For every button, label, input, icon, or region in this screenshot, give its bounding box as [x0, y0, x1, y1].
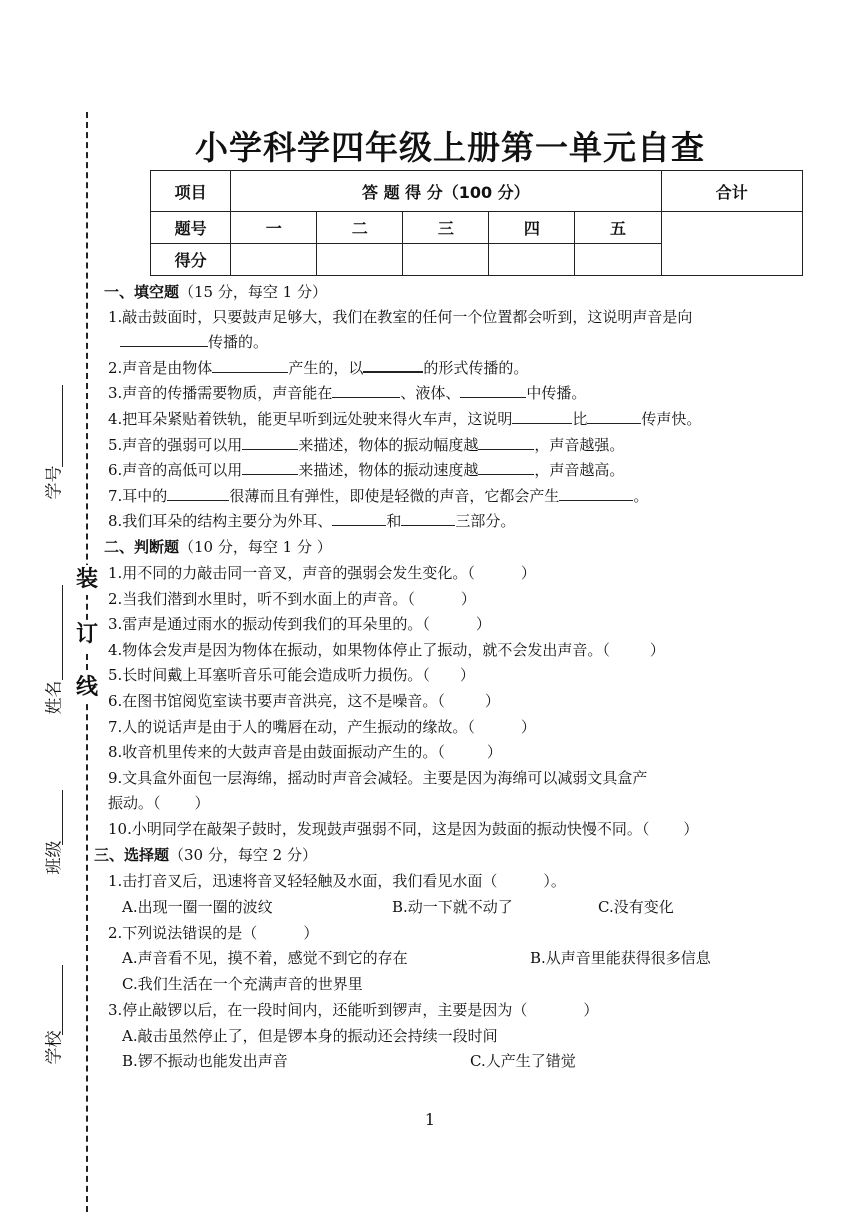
section-2-meta: （10 分，每空 1 分 ） [179, 538, 332, 556]
answer-blank[interactable] [478, 460, 534, 475]
s1-q4-text-a: 4.把耳朵紧贴着铁轨，能更早听到远处驶来得火车声，这说明 [108, 410, 513, 428]
s2-q2 [108, 588, 476, 610]
s1-q8 [108, 510, 515, 532]
s1-q4 [108, 408, 701, 430]
paren-close: ） [683, 820, 699, 838]
s2-q3 [108, 613, 491, 635]
s3-q2-text: 2.下列说法错误的是（ [108, 924, 258, 942]
s1-q2-text-b: 产生的，以 [288, 359, 364, 377]
answer-blank[interactable] [460, 383, 526, 398]
page-title: 小学科学四年级上册第一单元自查 [195, 128, 705, 167]
field-blank-class[interactable] [62, 790, 63, 845]
score-table-score-label: 得分 [151, 244, 231, 276]
score-table-number: 三 [403, 212, 489, 244]
page-number: 1 [424, 1110, 436, 1129]
paren-close: ） [486, 743, 502, 761]
s2-q5-text: 5.长时间戴上耳塞听音乐可能会造成听力损伤。（ [108, 666, 430, 684]
paren-close: ） [583, 1001, 599, 1019]
paren-close: ） [484, 692, 500, 710]
score-table-score-cell[interactable] [575, 244, 661, 276]
s1-q6-text-a: 6.声音的高低可以用 [108, 461, 243, 479]
field-blank-student-id[interactable] [62, 385, 63, 467]
field-label-school: 学校 [44, 1030, 65, 1065]
s2-q7 [108, 716, 536, 738]
answer-blank[interactable] [401, 511, 455, 526]
s2-q9-line-2 [108, 792, 210, 814]
s3-q1-option-a: A.出现一圈一圈的波纹 [122, 898, 273, 916]
s3-q2-option-c: C.我们生活在一个充满声音的世界里 [122, 975, 363, 993]
s1-q8-text-a: 8.我们耳朵的结构主要分为外耳、 [108, 512, 333, 530]
score-table-number-label: 题号 [151, 212, 231, 244]
s3-q3-option-c: C.人产生了错觉 [470, 1052, 576, 1070]
paren-close: ） [520, 718, 536, 736]
s1-q7 [108, 485, 648, 507]
s3-q1-text: 1.击打音叉后，迅速将音叉轻轻触及水面，我们看见水面（ [108, 872, 498, 890]
s3-q3-option-a: A.敲击虽然停止了，但是锣本身的振动还会持续一段时间 [122, 1027, 498, 1045]
score-table-score-cell[interactable] [403, 244, 489, 276]
answer-blank[interactable] [212, 358, 288, 373]
score-table-number: 二 [317, 212, 403, 244]
s2-q9-text: 振动。（ [108, 794, 161, 812]
score-table-number: 四 [489, 212, 575, 244]
binding-dashed-line [86, 112, 88, 1212]
paren-close: ） [475, 615, 491, 633]
s1-q5-text-a: 5.声音的强弱可以用 [108, 436, 243, 454]
paren-close: ） [520, 564, 536, 582]
answer-blank[interactable] [512, 409, 572, 424]
answer-blank[interactable] [363, 357, 423, 373]
s1-q2-text-a: 2.声音是由物体 [108, 359, 213, 377]
score-table-score-cell[interactable] [231, 244, 317, 276]
s2-q8 [108, 741, 502, 763]
paren-close: ） [459, 666, 475, 684]
s2-q4-text: 4.物体会发声是因为物体在振动，如果物体停止了振动，就不会发出声音。（ [108, 641, 610, 659]
section-3-heading [94, 844, 317, 866]
binding-char-xian: 线 [72, 673, 102, 703]
s2-q6-text: 6.在图书馆阅览室读书要声音洪亮，这不是噪音。（ [108, 692, 445, 710]
binding-char-ding: 订 [72, 620, 102, 650]
score-table [150, 170, 803, 276]
s3-q1 [108, 870, 566, 892]
s2-q2-text: 2.当我们潜到水里时，听不到水面上的声音。（ [108, 590, 415, 608]
s1-q8-text-c: 三部分。 [455, 512, 516, 530]
field-label-name: 姓名 [44, 680, 65, 715]
s1-q6-text-b: 来描述，物体的振动速度越 [298, 461, 479, 479]
s1-q6 [108, 459, 624, 481]
answer-blank[interactable] [559, 486, 633, 501]
s3-q3-option-b: B.锣不振动也能发出声音 [122, 1052, 288, 1070]
s1-q1-tail: 传播的。 [208, 333, 269, 351]
s1-q5 [108, 434, 624, 456]
s1-q7-text-a: 7.耳中的 [108, 487, 168, 505]
s1-q4-text-c: 传声快。 [641, 410, 702, 428]
s1-q5-text-c: ，声音越强。 [534, 436, 625, 454]
s2-q8-text: 8.收音机里传来的大鼓声音是由鼓面振动产生的。（ [108, 743, 445, 761]
s2-q6 [108, 690, 500, 712]
score-table-score-cell[interactable] [489, 244, 575, 276]
score-table-project-label: 项目 [151, 171, 231, 212]
score-table-number: 一 [231, 212, 317, 244]
score-table-answer-header: 答 题 得 分（100 分） [231, 171, 661, 212]
s2-q1-text: 1.用不同的力敲击同一音叉，声音的强弱会发生变化。（ [108, 564, 475, 582]
answer-blank[interactable] [120, 332, 208, 347]
s1-q8-text-b: 和 [386, 512, 402, 530]
s2-q5 [108, 664, 475, 686]
section-3-meta: （30 分，每空 2 分） [169, 846, 317, 864]
s3-q3 [108, 999, 598, 1021]
paren-close: ） [303, 924, 319, 942]
s1-q7-text-b: 很薄而且有弹性，即使是轻微的声音，它都会产生 [229, 487, 560, 505]
s1-q3 [108, 382, 586, 404]
paren-close: ） [194, 794, 210, 812]
section-1-heading [104, 281, 327, 303]
s2-q9-line-1: 9.文具盒外面包一层海绵，摇动时声音会减轻。主要是因为海绵可以减弱文具盒产 [108, 769, 648, 787]
paren-close: ）。 [543, 872, 566, 890]
s2-q3-text: 3.雷声是通过雨水的振动传到我们的耳朵里的。（ [108, 615, 430, 633]
paren-close: ） [460, 590, 476, 608]
score-table-number: 五 [575, 212, 661, 244]
score-table-total-cell[interactable] [661, 212, 802, 276]
s3-q2 [108, 922, 318, 944]
paren-close: ） [649, 641, 665, 659]
answer-blank[interactable] [242, 460, 298, 475]
answer-blank[interactable] [332, 511, 386, 526]
s3-q1-option-c: C.没有变化 [598, 898, 674, 916]
s1-q3-text-b: 、液体、 [400, 384, 461, 402]
answer-blank[interactable] [242, 435, 298, 450]
s1-q3-text-c: 中传播。 [526, 384, 587, 402]
section-2-heading [104, 536, 332, 558]
s1-q4-text-b: 比 [572, 410, 588, 428]
s1-q7-text-c: 。 [633, 487, 649, 505]
score-table-total-label: 合计 [661, 171, 802, 212]
section-1-title: 一、填空题 [104, 283, 180, 301]
s2-q10 [108, 818, 698, 840]
answer-blank[interactable] [332, 383, 400, 398]
field-blank-school[interactable] [62, 965, 63, 1035]
score-table-score-cell[interactable] [317, 244, 403, 276]
s1-q3-text-a: 3.声音的传播需要物质，声音能在 [108, 384, 333, 402]
section-3-title: 三、选择题 [94, 846, 170, 864]
s2-q7-text: 7.人的说话声是由于人的嘴唇在动，产生振动的缘故。（ [108, 718, 475, 736]
s1-q1-line-1: 1.敲击鼓面时，只要鼓声足够大，我们在教室的任何一个位置都会听到，这说明声音是向 [108, 308, 693, 326]
field-blank-name[interactable] [62, 585, 63, 680]
answer-blank[interactable] [478, 435, 534, 450]
field-label-class: 班级 [44, 840, 65, 875]
answer-blank[interactable] [167, 486, 229, 501]
field-label-student-id: 学号 [44, 465, 65, 500]
s1-q2 [108, 357, 528, 379]
section-1-meta: （15 分，每空 1 分） [179, 283, 327, 301]
answer-blank[interactable] [587, 409, 641, 424]
s3-q2-option-a: A.声音看不见，摸不着，感觉不到它的存在 [122, 949, 408, 967]
s2-q4 [108, 639, 665, 661]
s2-q1 [108, 562, 536, 584]
s1-q6-text-c: ，声音越高。 [534, 461, 625, 479]
s3-q2-option-b: B.从声音里能获得很多信息 [530, 949, 711, 967]
s3-q1-option-b: B.动一下就不动了 [392, 898, 513, 916]
s3-q3-text: 3.停止敲锣以后，在一段时间内，还能听到锣声，主要是因为（ [108, 1001, 528, 1019]
section-2-title: 二、判断题 [104, 538, 180, 556]
s1-q2-text-c: 的形式传播的。 [423, 359, 529, 377]
s2-q10-text: 10.小明同学在敲架子鼓时，发现鼓声强弱不同，这是因为鼓面的振动快慢不同。（ [108, 820, 650, 838]
s1-q5-text-b: 来描述，物体的振动幅度越 [298, 436, 479, 454]
s1-q1-line-2 [120, 331, 268, 353]
binding-char-zhuang: 装 [72, 565, 102, 595]
